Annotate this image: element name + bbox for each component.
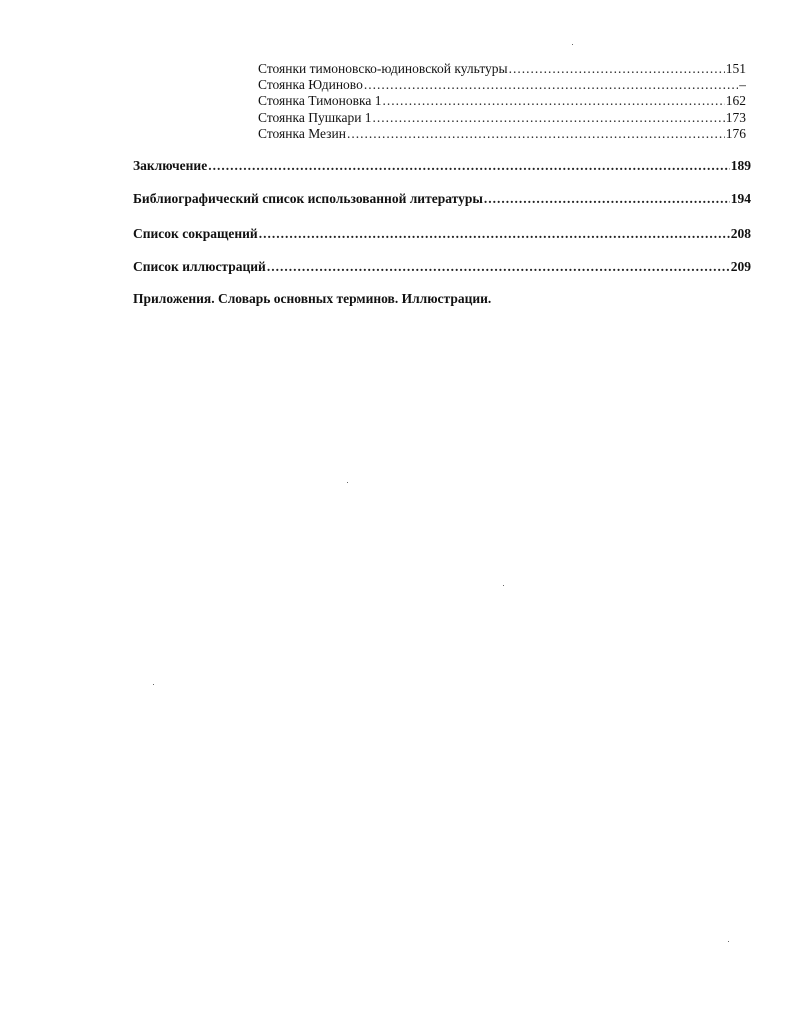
toc-entry-title: Заключение: [133, 158, 208, 173]
toc-entry-title: Стоянки тимоновско-юдиновской культуры: [258, 61, 508, 76]
dot-leader: [364, 77, 738, 93]
toc-entry-page: 208: [730, 226, 751, 241]
scan-speck: [503, 585, 504, 586]
toc-section-conclusion: [133, 157, 751, 175]
toc-entry: [258, 126, 746, 142]
toc-section-bibliography: [133, 190, 751, 208]
toc-entry-title: Библиографический список использованной литературы: [133, 191, 483, 206]
dot-leader: [259, 225, 730, 243]
toc-entry-title: Стоянка Пушкари 1: [258, 109, 372, 125]
toc-entry-page: 189: [730, 158, 751, 173]
dot-leader: [267, 258, 730, 276]
toc-section-illustrations: [133, 258, 751, 276]
toc-entry-page: 209: [730, 259, 751, 274]
toc-entry-page: 176: [725, 125, 746, 141]
scan-speck: [153, 684, 154, 685]
toc-entry: [258, 61, 746, 77]
toc-appendix-line: Приложения. Словарь основных терминов. Иллюстрации.: [133, 291, 492, 306]
toc-entry-title: Стоянка Юдиново: [258, 77, 363, 93]
toc-entry: [133, 225, 751, 243]
toc-entry-page: 162: [725, 93, 746, 109]
dot-leader: [347, 126, 725, 142]
toc-entry-title: Список сокращений: [133, 226, 258, 241]
toc-entry-title: Список иллюстраций: [133, 259, 266, 274]
dot-leader: [484, 190, 730, 208]
toc-entry: [133, 190, 751, 208]
toc-entry-title: Стоянка Тимоновка 1: [258, 93, 382, 109]
toc-entry: [258, 110, 746, 126]
toc-entry-page: 151: [725, 61, 746, 76]
toc-entry: [133, 157, 751, 175]
scan-speck: [572, 44, 573, 45]
toc-entry-page: –: [739, 77, 746, 93]
toc-entry-page: 194: [730, 191, 751, 206]
toc-section-abbreviations: [133, 225, 751, 243]
dot-leader: [382, 93, 724, 109]
toc-subsection-list: [258, 61, 746, 142]
toc-entry: [133, 258, 751, 276]
toc-entry: [258, 93, 746, 109]
scan-speck: [728, 941, 729, 942]
scan-speck: [347, 482, 348, 483]
dot-leader: [509, 61, 725, 77]
toc-entry-title: Стоянка Мезин: [258, 125, 346, 141]
toc-entry: [258, 77, 746, 93]
dot-leader: [373, 110, 725, 126]
dot-leader: [208, 157, 730, 175]
toc-entry-page: 173: [725, 109, 746, 125]
